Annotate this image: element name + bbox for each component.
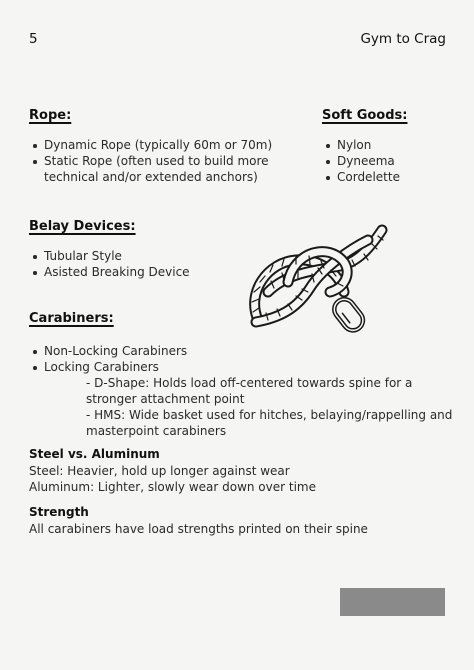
belay-devices-heading: Belay Devices: (29, 219, 136, 234)
carabiners-heading: Carabiners: (29, 311, 114, 326)
list-item: Asisted Breaking Device (29, 264, 249, 280)
carabiner-types (29, 375, 453, 439)
list-item: Static Rope (often used to build more technical and/or extended anchors) (29, 153, 274, 185)
list-item: Dynamic Rope (typically 60m or 70m) (29, 137, 289, 153)
steel-vs-aluminum-heading: Steel vs. Aluminum (29, 447, 160, 461)
rope-list (29, 137, 289, 185)
list-item: Dyneema (322, 153, 452, 169)
page-title: Gym to Crag (360, 31, 446, 47)
belay-devices-list (29, 248, 249, 280)
gray-block (340, 588, 445, 616)
carabiners-list (29, 343, 429, 375)
hms-description: - HMS: Wide basket used for hitches, belaying/rappelling and masterpoint carabiners (86, 408, 453, 438)
page-number: 5 (29, 31, 38, 47)
soft-goods-list (322, 137, 452, 185)
soft-goods-heading: Soft Goods: (322, 108, 408, 123)
steel-vs-aluminum-text (29, 463, 429, 495)
aluminum-line: Aluminum: Lighter, slowly wear down over time (29, 480, 316, 494)
list-item: Cordelette (322, 169, 452, 185)
steel-line: Steel: Heavier, hold up longer against wear (29, 464, 290, 478)
strength-text: All carabiners have load strengths printed on their spine (29, 522, 368, 536)
d-shape-description: - D-Shape: Holds load off-centered towards spine for a stronger attachment point (86, 376, 413, 406)
carabiner-icon (330, 300, 376, 340)
strength-heading: Strength (29, 505, 89, 519)
list-item: Locking Carabiners (29, 359, 429, 375)
list-item: Nylon (322, 137, 452, 153)
list-item: Tubular Style (29, 248, 249, 264)
list-item: Non-Locking Carabiners (29, 343, 429, 359)
rope-heading: Rope: (29, 108, 72, 123)
